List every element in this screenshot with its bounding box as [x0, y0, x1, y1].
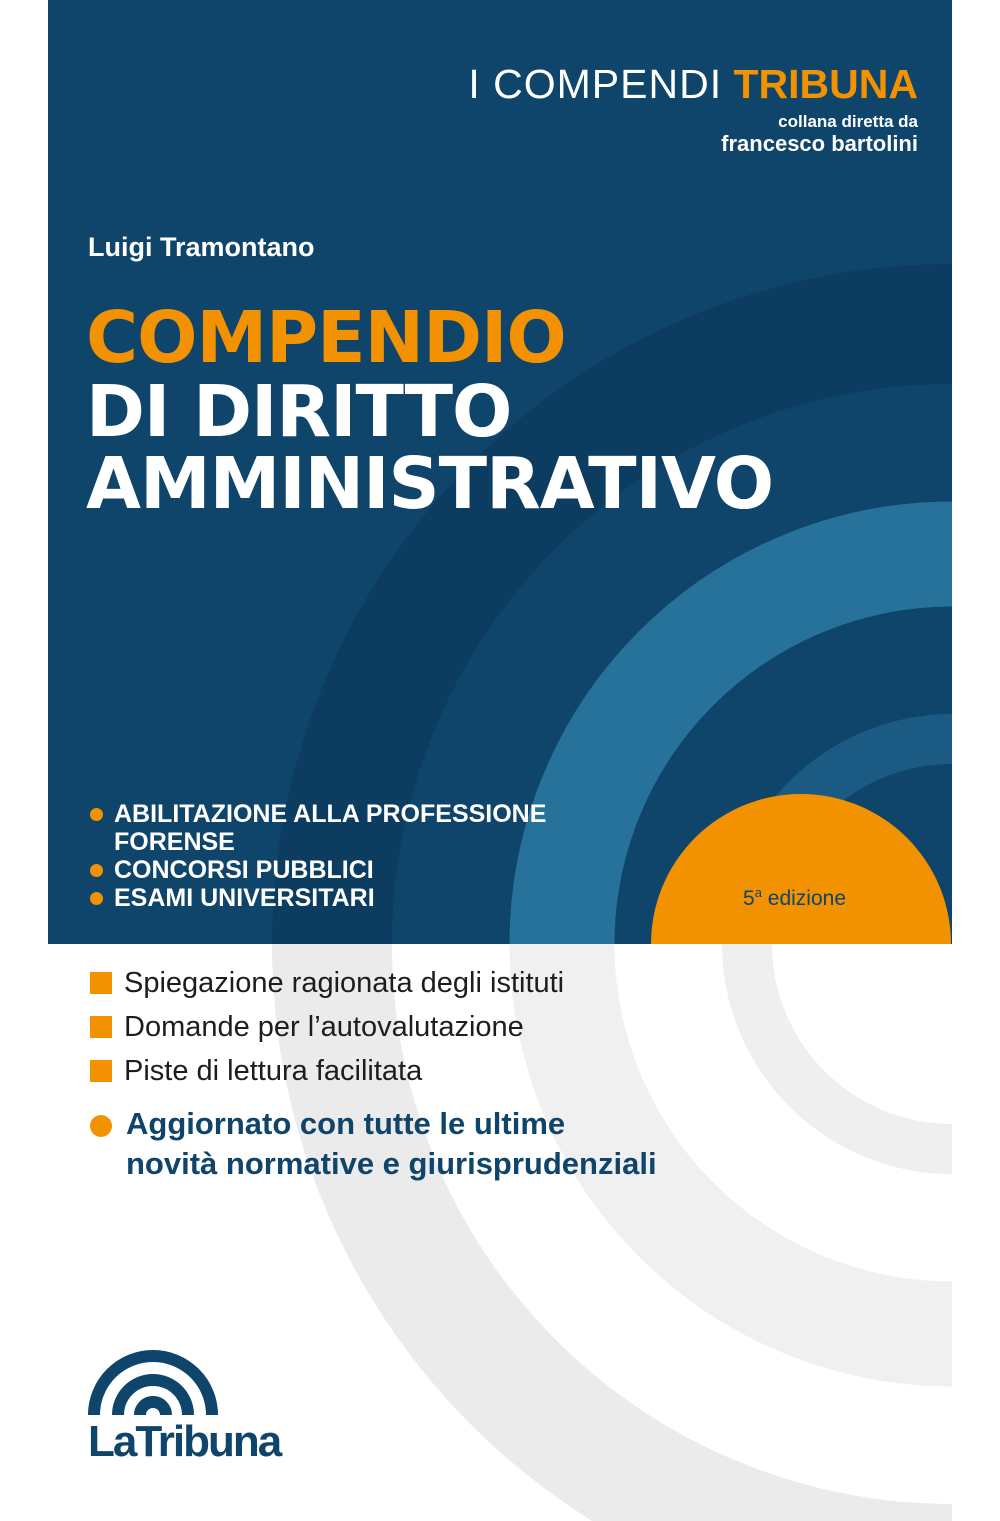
title-line-3: AMMINISTRATIVO — [86, 442, 774, 525]
author-name: Luigi Tramontano — [88, 232, 315, 262]
features-list — [90, 962, 564, 1094]
arch-logo-icon — [88, 1345, 218, 1419]
title-line-1: COMPENDIO — [86, 296, 566, 379]
series-title — [468, 60, 918, 108]
feature-item — [90, 1006, 564, 1050]
target-item-label: ESAMI UNIVERSITARI — [114, 884, 375, 912]
series-header — [468, 60, 918, 156]
publisher-name: LaTribuna — [88, 1417, 281, 1466]
series-prefix: I COMPENDI — [468, 61, 723, 107]
target-item-label: ABILITAZIONE ALLA PROFESSIONE — [114, 800, 547, 828]
edition-disc — [651, 794, 951, 944]
target-audience-list — [90, 800, 546, 912]
bullet-dot-icon — [90, 864, 103, 877]
inner-light-ring — [747, 944, 952, 1149]
series-name: TRIBUNA — [733, 61, 918, 107]
square-bullet-icon — [90, 1060, 112, 1082]
target-item-label: CONCORSI PUBBLICI — [114, 856, 374, 884]
bullet-dot-icon — [90, 892, 103, 905]
edition-label — [743, 885, 846, 911]
title-line-2: DI DIRITTO — [86, 370, 512, 453]
bullet-dot-icon — [90, 1115, 112, 1137]
square-bullet-icon — [90, 972, 112, 994]
book-title — [86, 296, 774, 525]
editor-label: collana diretta da — [778, 112, 918, 131]
editor-name: francesco bartolini — [721, 131, 918, 156]
cover-top-panel — [48, 0, 952, 944]
target-item — [90, 884, 546, 912]
edition-ordinal: a — [754, 885, 762, 900]
update-note — [90, 1104, 657, 1184]
feature-label: Domande per l’autovalutazione — [124, 1011, 524, 1043]
feature-label: Piste di lettura facilitata — [124, 1055, 423, 1087]
edition-text: edizione — [767, 887, 846, 910]
edition-number: 5 — [743, 887, 755, 910]
bullet-dot-icon — [90, 808, 103, 821]
target-item — [90, 800, 546, 856]
square-bullet-icon — [90, 1016, 112, 1038]
target-item — [90, 856, 546, 884]
update-line-2: novità normative e giurisprudenziali — [126, 1146, 657, 1181]
publisher-logo — [88, 1345, 281, 1466]
book-cover — [48, 0, 952, 1521]
feature-label: Spiegazione ragionata degli istituti — [124, 967, 565, 999]
feature-item — [90, 962, 564, 1006]
update-line-1: Aggiornato con tutte le ultime — [126, 1106, 566, 1141]
feature-item — [90, 1050, 564, 1094]
target-item-label-cont: FORENSE — [114, 828, 235, 856]
